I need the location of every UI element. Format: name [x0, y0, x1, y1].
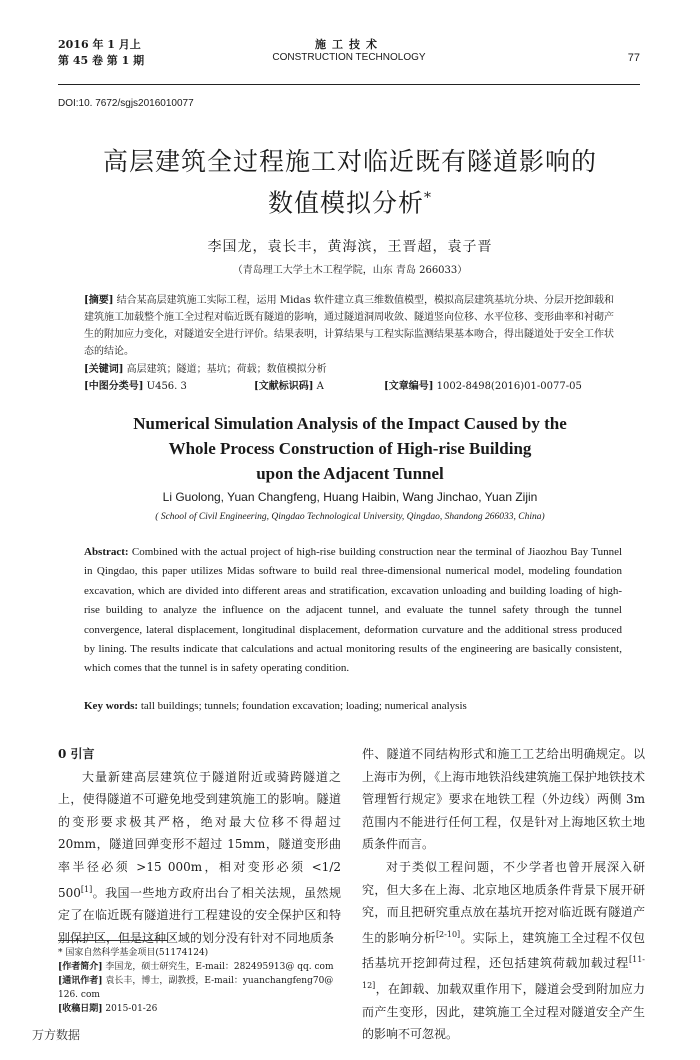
journal-name-cn: 施工技术	[315, 38, 383, 51]
fund-note: * 国家自然科学基金项目(51174124)	[58, 948, 209, 958]
author-note-label: [作者简介]	[58, 962, 103, 972]
citation: [2-10]	[435, 929, 461, 939]
issue-volume: 第 45 卷 第 1 期	[58, 54, 145, 67]
abstract-cn-label: [摘要]	[84, 295, 114, 306]
footnotes	[58, 946, 348, 1016]
title-en-line2: Whole Process Construction of High-rise Building	[168, 439, 532, 458]
authors-cn: 李国龙，袁长丰，黄海滨，王晋超，袁子晋	[207, 239, 493, 255]
section-heading-intro: 0 引言	[58, 747, 95, 761]
corresponding-note-label: [通讯作者]	[58, 976, 103, 986]
affiliation-en: ( School of Civil Engineering, Qingdao Technological University, Qingdao, Shandong 266033, China)	[155, 512, 545, 522]
article-no-value: 1002-8498(2016)01-0077-05	[436, 381, 582, 392]
corresponding-note-text: 袁长丰，博士，副教授，E-mail：yuanchangfeng70@ 126. com	[58, 976, 334, 1000]
doc-code-label: [文献标识码]	[254, 381, 314, 392]
clc-label: [中图分类号]	[84, 381, 144, 392]
keywords-en-text: tall buildings; tunnels; foundation excavation; loading; numerical analysis	[140, 700, 467, 712]
keywords-en-label: Key words:	[84, 700, 139, 712]
watermark: 万方数据	[32, 1028, 81, 1042]
received-date-label: [收稿日期]	[58, 1004, 103, 1014]
title-cn	[60, 144, 640, 221]
received-date-text: 2015-01-26	[105, 1004, 158, 1014]
journal-name-en: CONSTRUCTION TECHNOLOGY	[272, 52, 426, 63]
abstract-cn-text: 结合某高层建筑施工实际工程，运用 Midas 软件建立真三维数值模型，模拟高层建筑基坑分块、分层开挖卸载和建筑施工加载整个施工全过程对临近既有隧道的影响，通过隧道洞周收敛、隧道竖向位移、水平位移、变形曲率和衬砌产生的附加应力变化，对隧道安全进行评价。结果表明，计算结果与工程实际监测结果基本吻合，得出隧道处于安全工作状态的结论。	[84, 295, 614, 357]
body-right-column	[362, 743, 645, 1046]
title-en-line3: upon the Adjacent Tunnel	[256, 464, 444, 483]
doi: DOI:10. 7672/sgjs2016010077	[58, 98, 194, 109]
body-text: 对于类似工程问题，不少学者也曾开展深入研究，但大多在上海、北京地区地质条件背景下展开研究，而且把研究重点放在基坑开挖对临近既有隧道产生的影响分析	[362, 859, 645, 945]
footnote-rule	[58, 940, 168, 941]
body-paragraph	[362, 856, 645, 1046]
doc-code-value: A	[316, 381, 324, 392]
affiliation-cn: （青岛理工大学土木工程学院，山东 青岛 266033）	[232, 265, 468, 276]
title-en-line1: Numerical Simulation Analysis of the Impact Caused by the	[133, 414, 567, 433]
body-left-column	[58, 743, 341, 949]
citation: [1]	[80, 884, 93, 894]
body-text: ，在卸载、加载双重作用下，隧道会受到附加应力而产生变形，因此，建筑施工全过程对隧道安全产生的影响不可忽视。	[362, 981, 645, 1042]
issue-date: 2016 年 1 月上	[58, 38, 141, 51]
abstract-en-label: Abstract:	[84, 546, 129, 558]
body-paragraph: 件、隧道不同结构形式和施工工艺给出明确规定。以上海市为例，《上海市地铁沿线建筑施工保护地铁技术管理暂行规定》要求在地铁工程（外边线）两侧 3m 范围内不能进行任何工程，仅是针对上海地区软土地质条件而言。	[362, 747, 645, 852]
body-text: 。实际上，建筑施工全过程不仅包括基坑开挖卸荷过程，还包括建筑荷载加载过程	[362, 930, 645, 971]
abstract-en-text: Combined with the actual project of high-rise building construction near the terminal of Jiaozhou Bay Tunnel in Qingdao, this paper utilizes Midas software to build real three-dimensional numerical model, modeling foundation excavation, which are divided into different areas and stratification, excavation unloading and building loading of high-rise building to analyze the influence on the adjacent tunnel, and evaluate the tunnel safety through the tunnel convergence, lateral displacement, longitudinal displacement, deformation curvature and the additional stress produced by lining. The results indicate that calculations and actual monitoring results of the engineering are basically consistent, which comes that the tunnel is in safety operating condition.	[84, 546, 623, 675]
citation: [11-12]	[362, 955, 645, 990]
header-rule	[58, 84, 640, 85]
keywords-cn-label: [关键词]	[84, 364, 124, 375]
authors-en: Li Guolong, Yuan Changfeng, Huang Haibin, Wang Jinchao, Yuan Zijin	[162, 490, 538, 504]
keywords-cn-text: 高层建筑；隧道；基坑；荷载；数值模拟分析	[126, 364, 327, 375]
keywords-cn	[84, 361, 620, 378]
title-cn-line2: 数值模拟分析	[267, 188, 424, 218]
article-no-label: [文章编号]	[384, 381, 434, 392]
page-number: 77	[627, 52, 640, 64]
title-en	[60, 411, 640, 486]
body-text: 大量新建高层建筑位于隧道附近或骑跨隧道之上，使得隧道不可避免地受到建筑施工的影响。隧道的变形要求极其严格，绝对最大位移不得超过 20mm，隧道回弹变形不超过 15mm，隧道变形曲率半径必须 >15 000m，相对变形必须 <1/2 500	[58, 769, 341, 900]
abstract-en	[84, 543, 622, 679]
author-note-text: 李国龙，硕士研究生，E-mail：282495913@ qq. com	[105, 962, 334, 972]
running-header	[58, 36, 640, 80]
classification-line	[84, 378, 620, 395]
body-text: 。我国一些地方政府出台了相关法规，虽然规定了在临近既有隧道进行工程建设的安全保护区和特别保护区，但是这种区域的划分没有针对不同地质条	[58, 885, 341, 945]
clc-value: U456. 3	[146, 381, 187, 392]
title-fund-mark: *	[424, 190, 432, 206]
abstract-cn	[84, 292, 620, 360]
body-paragraph	[58, 766, 341, 950]
title-cn-line1: 高层建筑全过程施工对临近既有隧道影响的	[102, 147, 597, 176]
keywords-en	[84, 700, 622, 712]
